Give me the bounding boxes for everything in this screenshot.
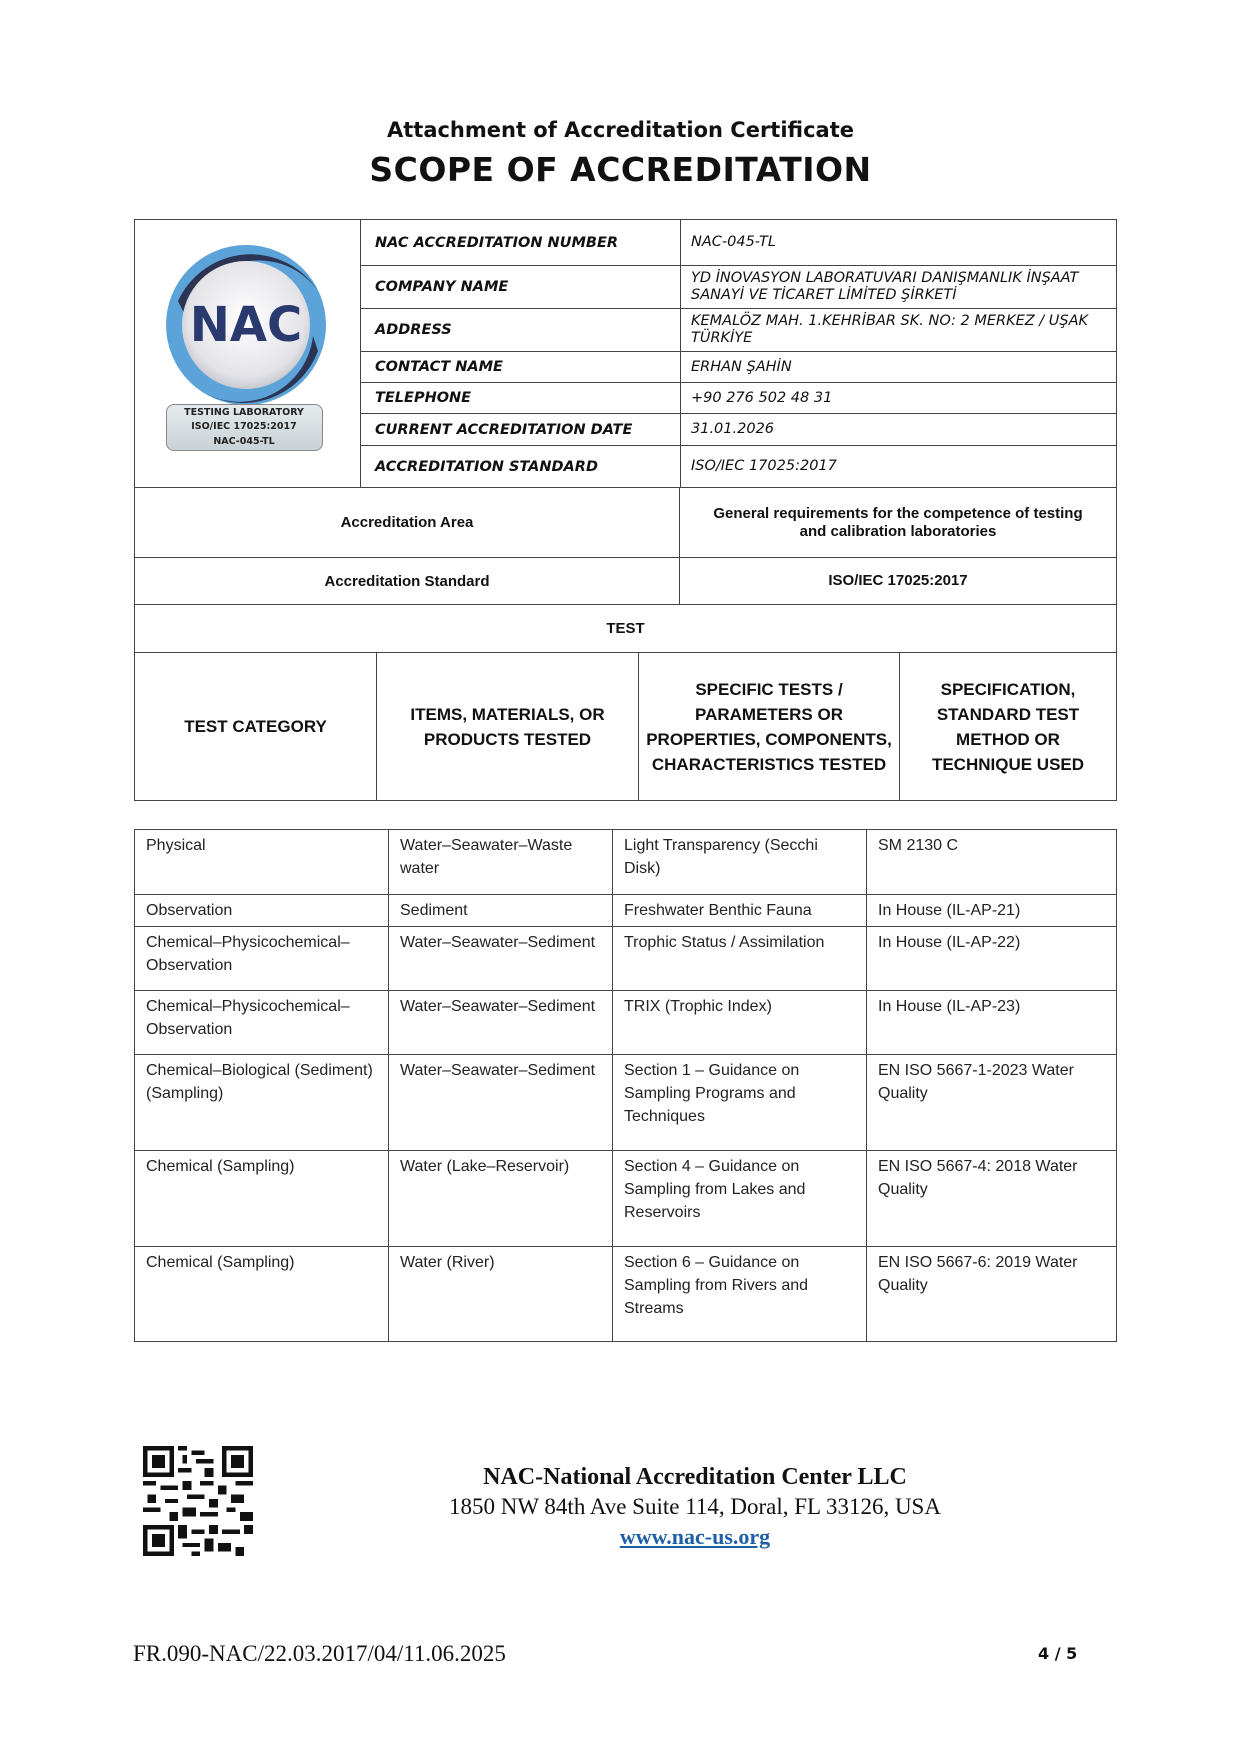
area-label: Accreditation Area (135, 488, 680, 558)
info-value: ISO/IEC 17025:2017 (681, 446, 1117, 488)
cell-tests: Section 6 – Guidance on Sampling from Rivers and Streams (613, 1247, 867, 1342)
info-value: YD İNOVASYON LABORATUVARI DANIŞMANLIK İNŞAAT SANAYİ VE TİCARET LİMİTED ŞİRKETİ (681, 266, 1117, 309)
cell-items: Water–Seawater–Sediment (389, 991, 613, 1055)
table-row (135, 1247, 1117, 1342)
cell-category: Observation (135, 895, 389, 927)
accreditation-info-table (134, 219, 1117, 488)
standard-label: Accreditation Standard (135, 558, 680, 605)
cell-method: In House (IL-AP-23) (867, 991, 1117, 1055)
cell-category: Chemical (Sampling) (135, 1151, 389, 1247)
cell-category: Chemical (Sampling) (135, 1247, 389, 1342)
document-subtitle: Attachment of Accreditation Certificate (386, 118, 855, 142)
scope-table (134, 829, 1117, 1342)
column-header: ITEMS, MATERIALS, OR PRODUCTS TESTED (377, 653, 639, 801)
badge-line: ISO/IEC 17025:2017 (191, 421, 297, 432)
footer-organization: NAC-National Accreditation Center LLC (483, 1464, 907, 1490)
table-row (135, 895, 1117, 927)
footer-website (0, 1524, 1241, 1550)
info-label: TELEPHONE (361, 383, 681, 414)
area-value: General requirements for the competence of testing and calibration laboratories (680, 488, 1117, 558)
cell-category: Physical (135, 830, 389, 895)
cell-tests: Section 1 – Guidance on Sampling Programs and Techniques (613, 1055, 867, 1151)
info-label: CONTACT NAME (361, 352, 681, 383)
standard-value: ISO/IEC 17025:2017 (680, 558, 1117, 605)
cell-tests: Trophic Status / Assimilation (613, 927, 867, 991)
info-label: NAC ACCREDITATION NUMBER (361, 220, 681, 266)
cell-method: In House (IL-AP-21) (867, 895, 1117, 927)
info-label: ACCREDITATION STANDARD (361, 446, 681, 488)
cell-items: Water–Seawater–Sediment (389, 1055, 613, 1151)
table-row (135, 1055, 1117, 1151)
cell-items: Water (Lake–Reservoir) (389, 1151, 613, 1247)
cell-tests: Section 4 – Guidance on Sampling from Lakes and Reservoirs (613, 1151, 867, 1247)
cell-method: In House (IL-AP-22) (867, 927, 1117, 991)
website-link[interactable]: www.nac-us.org (619, 1524, 771, 1549)
cell-method: EN ISO 5667-4: 2018 Water Quality (867, 1151, 1117, 1247)
column-header: TEST CATEGORY (135, 653, 377, 801)
cell-method: SM 2130 C (867, 830, 1117, 895)
info-value: NAC-045-TL (681, 220, 1117, 266)
table-row (135, 830, 1117, 895)
footer-address: 1850 NW 84th Ave Suite 114, Doral, FL 33126, USA (449, 1494, 941, 1519)
cell-tests: Light Transparency (Secchi Disk) (613, 830, 867, 895)
cell-items: Water (River) (389, 1247, 613, 1342)
nac-ring-logo-icon (148, 241, 348, 411)
scope-column-headers (134, 652, 1117, 801)
cell-items: Water–Seawater–Sediment (389, 927, 613, 991)
page-number: 4 / 5 (1038, 1644, 1078, 1663)
cell-method: EN ISO 5667-6: 2019 Water Quality (867, 1247, 1117, 1342)
info-value: 31.01.2026 (681, 414, 1117, 446)
cell-tests: TRIX (Trophic Index) (613, 991, 867, 1055)
nac-logo (135, 220, 361, 488)
cell-category: Chemical–Biological (Sediment) (Sampling) (135, 1055, 389, 1151)
info-label: COMPANY NAME (361, 266, 681, 309)
cell-tests: Freshwater Benthic Fauna (613, 895, 867, 927)
column-header: SPECIFIC TESTS / PARAMETERS OR PROPERTIES, COMPONENTS, CHARACTERISTICS TESTED (639, 653, 900, 801)
column-header: SPECIFICATION, STANDARD TEST METHOD OR TECHNIQUE USED (900, 653, 1117, 801)
info-value: KEMALÖZ MAH. 1.KEHRİBAR SK. NO: 2 MERKEZ / UŞAK TÜRKİYE (681, 309, 1117, 352)
cell-items: Sediment (389, 895, 613, 927)
info-label: CURRENT ACCREDITATION DATE (361, 414, 681, 446)
badge-line: NAC-045-TL (213, 435, 275, 447)
logo-badge (166, 404, 323, 451)
table-row (135, 991, 1117, 1055)
form-code: FR.090-NAC/22.03.2017/04/11.06.2025 (133, 1641, 506, 1666)
section-title: TEST (135, 605, 1117, 653)
info-value: ERHAN ŞAHİN (681, 352, 1117, 383)
info-value: +90 276 502 48 31 (681, 383, 1117, 414)
logo-text: NAC (189, 296, 302, 353)
table-row (135, 1151, 1117, 1247)
document-title: SCOPE OF ACCREDITATION (369, 150, 872, 189)
cell-category: Chemical–Physicochemical–Observation (135, 991, 389, 1055)
cell-method: EN ISO 5667-1-2023 Water Quality (867, 1055, 1117, 1151)
badge-line: TESTING LABORATORY (184, 406, 304, 418)
cell-items: Water–Seawater–Waste water (389, 830, 613, 895)
accreditation-area-table (134, 487, 1117, 653)
table-row (135, 927, 1117, 991)
cell-category: Chemical–Physicochemical–Observation (135, 927, 389, 991)
info-label: ADDRESS (361, 309, 681, 352)
